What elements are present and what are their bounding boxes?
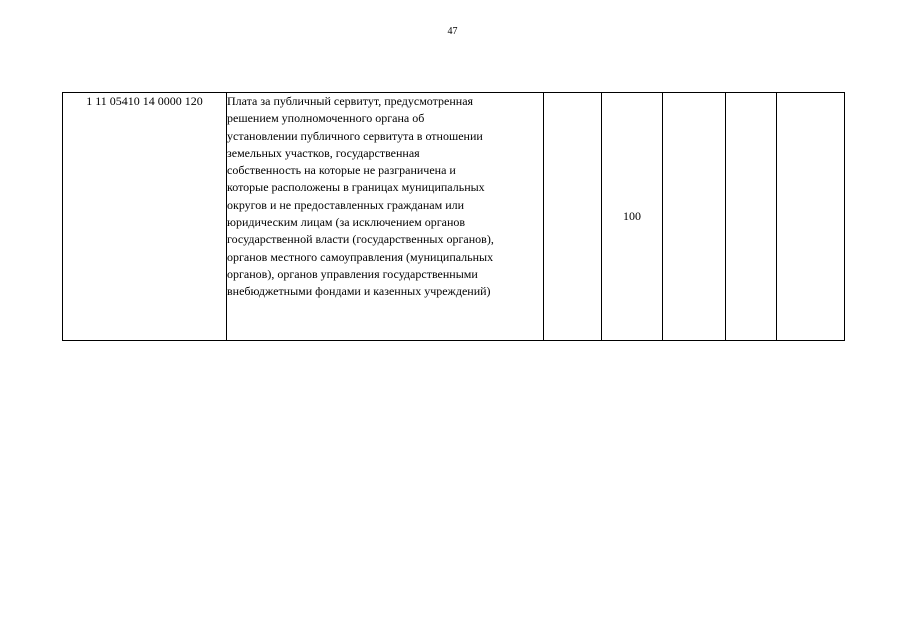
description-line: юридическим лицам (за исключением органов (227, 215, 466, 230)
table-cell-col7 (777, 93, 845, 341)
description-line: установлении публичного сервитута в отношении (227, 128, 483, 143)
description-line: решением уполномоченного органа об (227, 111, 425, 126)
description-line: органов местного самоуправления (муниципальных (227, 249, 494, 264)
table-cell-col5 (663, 93, 726, 341)
table-row (63, 93, 845, 341)
description-line: органов), органов управления государственными (227, 266, 478, 281)
revenue-description (227, 93, 544, 341)
description-line: собственность на которые не разграничена и (227, 163, 456, 178)
description-line: Плата за публичный сервитут, предусмотренная (227, 94, 474, 108)
description-line: земельных участков, государственная (227, 145, 420, 160)
norm-percent-cell: 100 (602, 93, 663, 341)
description-line: округов и не предоставленных гражданам или (227, 197, 465, 212)
description-line: которые расположены в границах муниципальных (227, 180, 485, 195)
description-line: государственной власти (государственных органов), (227, 232, 494, 247)
page-number: 47 (447, 26, 458, 37)
revenue-table (62, 92, 845, 341)
table-cell-col6 (726, 93, 777, 341)
description-line: внебюджетными фондами и казенных учреждений) (227, 284, 491, 299)
table-cell-col3 (544, 93, 602, 341)
budget-classification-code: 1 11 05410 14 0000 120 (63, 93, 227, 341)
